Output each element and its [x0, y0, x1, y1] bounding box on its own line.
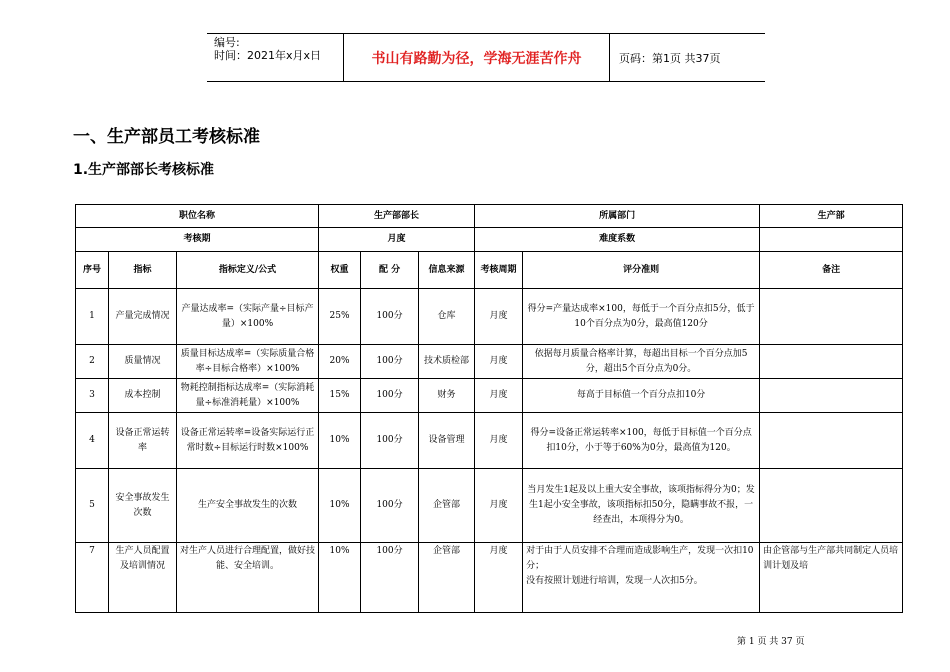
row-criteria: 依据每月质量合格率计算，每超出目标一个百分点加5分，超出5个百分点为0分。 — [523, 345, 760, 379]
row-score: 100分 — [361, 469, 419, 543]
number-label: 编号: — [214, 36, 240, 49]
row-cycle: 月度 — [475, 543, 523, 613]
row-source: 仓库 — [419, 289, 475, 345]
document-title: 一、生产部员工考核标准 — [73, 127, 260, 147]
col-header-source: 信息来源 — [419, 252, 475, 289]
col-header-no: 序号 — [76, 252, 109, 289]
row-weight: 10% — [319, 543, 361, 613]
row-definition: 产量达成率=（实际产量÷目标产量）×100% — [177, 289, 319, 345]
row-no: 2 — [76, 345, 109, 379]
row-score: 100分 — [361, 543, 419, 613]
row-definition: 物耗控制指标达成率=（实际消耗量÷标准消耗量）×100% — [177, 379, 319, 413]
col-header-weight: 权重 — [319, 252, 361, 289]
row-source: 技术质检部 — [419, 345, 475, 379]
col-header-indicator: 指标 — [109, 252, 177, 289]
row-no: 7 — [76, 543, 109, 613]
row-no: 4 — [76, 413, 109, 469]
row-cycle: 月度 — [475, 379, 523, 413]
col-header-definition: 指标定义/公式 — [177, 252, 319, 289]
row-cycle: 月度 — [475, 469, 523, 543]
table-row — [76, 413, 903, 469]
table-row — [76, 379, 903, 413]
row-criteria: 每高于目标值一个百分点扣10分 — [523, 379, 760, 413]
row-cycle: 月度 — [475, 413, 523, 469]
table-row — [76, 345, 903, 379]
dept-label: 所属部门 — [475, 205, 760, 228]
row-weight: 20% — [319, 345, 361, 379]
row-indicator: 成本控制 — [109, 379, 177, 413]
row-criteria: 得分=设备正常运转率×100，每低于目标值一个百分点扣10分，小于等于60%为0分，最高值为120。 — [523, 413, 760, 469]
table-row — [76, 289, 903, 345]
row-weight: 25% — [319, 289, 361, 345]
header-page-number: 页码：第1页 共37页 — [619, 51, 721, 65]
row-weight: 10% — [319, 469, 361, 543]
difficulty-label: 难度系数 — [475, 228, 760, 252]
row-definition: 质量目标达成率=（实际质量合格率÷目标合格率）×100% — [177, 345, 319, 379]
row-indicator: 产量完成情况 — [109, 289, 177, 345]
row-score: 100分 — [361, 379, 419, 413]
section-title: 1.生产部部长考核标准 — [73, 162, 215, 178]
column-header-row — [76, 252, 903, 289]
row-no: 5 — [76, 469, 109, 543]
header-meta — [207, 34, 344, 81]
page-footer: 第 1 页 共 37 页 — [737, 637, 805, 647]
row-source: 设备管理 — [419, 413, 475, 469]
row-note: 由企管部与生产部共同制定人员培训计划及培 — [760, 543, 903, 613]
row-no: 3 — [76, 379, 109, 413]
row-score: 100分 — [361, 345, 419, 379]
table-row — [76, 469, 903, 543]
difficulty-value — [760, 228, 903, 252]
row-source: 企管部 — [419, 469, 475, 543]
time-label: 时间：2021年x月x日 — [214, 49, 322, 62]
row-criteria: 得分=产量达成率×100，每低于一个百分点扣5分，低于10个百分点为0分，最高值120分 — [523, 289, 760, 345]
row-note — [760, 469, 903, 543]
page-header — [207, 33, 765, 82]
row-cycle: 月度 — [475, 289, 523, 345]
row-score: 100分 — [361, 289, 419, 345]
row-definition: 生产安全事故发生的次数 — [177, 469, 319, 543]
row-no: 1 — [76, 289, 109, 345]
period-value: 月度 — [319, 228, 475, 252]
position-label: 职位名称 — [76, 205, 319, 228]
row-note — [760, 379, 903, 413]
table-row — [76, 543, 903, 613]
row-score: 100分 — [361, 413, 419, 469]
row-note — [760, 413, 903, 469]
row-indicator: 生产人员配置及培训情况 — [109, 543, 177, 613]
row-indicator: 安全事故发生次数 — [109, 469, 177, 543]
row-weight: 10% — [319, 413, 361, 469]
row-indicator: 质量情况 — [109, 345, 177, 379]
row-note — [760, 345, 903, 379]
row-criteria: 当月发生1起及以上重大安全事故，该项指标得分为0；发生1起小安全事故，该项指标扣50分，隐瞒事故不报，一经查出，本项得分为0。 — [523, 469, 760, 543]
info-row-1 — [76, 205, 903, 228]
row-source: 企管部 — [419, 543, 475, 613]
col-header-criteria: 评分准则 — [523, 252, 760, 289]
row-criteria: 对于由于人员安排不合理而造成影响生产，发现一次扣10分； 没有按照计划进行培训，发现一人次扣5分。 — [523, 543, 760, 613]
row-note — [760, 289, 903, 345]
position-value: 生产部部长 — [319, 205, 475, 228]
row-definition: 对生产人员进行合理配置，做好技能、安全培训。 — [177, 543, 319, 613]
info-row-2 — [76, 228, 903, 252]
dept-value: 生产部 — [760, 205, 903, 228]
row-definition: 设备正常运转率=设备实际运行正常时数÷目标运行时数×100% — [177, 413, 319, 469]
period-label: 考核期 — [76, 228, 319, 252]
header-motto: 书山有路勤为径，学海无涯苦作舟 — [344, 34, 610, 81]
col-header-score: 配 分 — [361, 252, 419, 289]
row-weight: 15% — [319, 379, 361, 413]
assessment-table — [75, 204, 903, 613]
col-header-note: 备注 — [760, 252, 903, 289]
row-indicator: 设备正常运转率 — [109, 413, 177, 469]
col-header-cycle: 考核周期 — [475, 252, 523, 289]
row-cycle: 月度 — [475, 345, 523, 379]
row-source: 财务 — [419, 379, 475, 413]
